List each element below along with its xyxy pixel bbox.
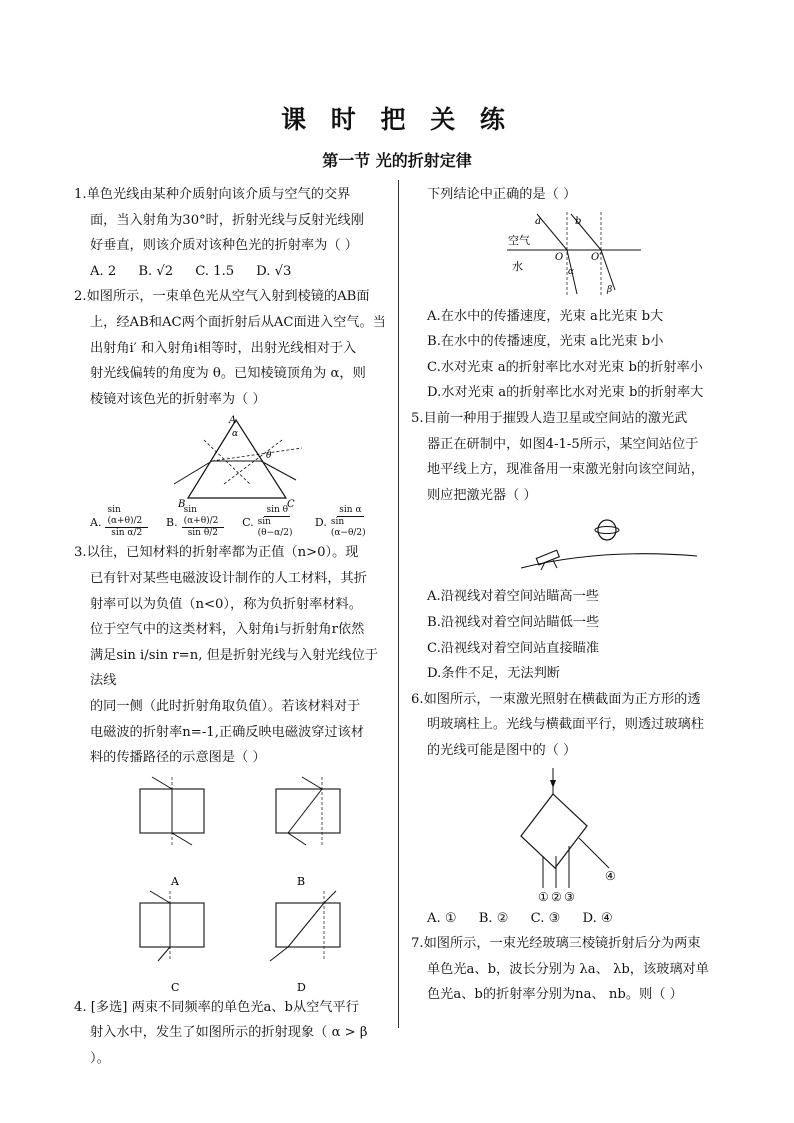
column-divider: [398, 180, 399, 1028]
glass-cube-figure: [411, 764, 727, 906]
question-line: 电磁波的折射率n=-1,正确反映电磁波穿过该材: [90, 724, 364, 740]
question-line: 7.如图所示，一束光经玻璃三棱镜折射后分为两束: [411, 936, 701, 952]
option-a[interactable]: A. sin (α+θ)/2 sin α/2: [90, 505, 148, 539]
question-line: 射入水中，发生了如图所示的折射现象（ α > β ）。: [90, 1025, 368, 1066]
option-c[interactable]: C. sin θ sin (θ−α/2): [242, 505, 293, 539]
line-4-label: ④: [605, 868, 616, 883]
vertex-b-label: B: [178, 499, 186, 511]
option-a[interactable]: A. 2: [90, 263, 117, 279]
vertex-c-label: C: [287, 499, 295, 511]
question-2: [74, 284, 388, 540]
question-line: 的光线可能是图中的（ ）: [427, 742, 577, 758]
section-subtitle: 第一节 光的折射定律: [322, 151, 472, 170]
question-line: 2.如图所示，一束单色光从空气入射到棱镜的AB面: [74, 289, 370, 305]
question-line: 料的传播路径的示意图是（ ）: [90, 750, 266, 766]
option-a[interactable]: A. ①: [427, 910, 457, 926]
line-1-label: ①: [538, 889, 549, 904]
question-line: 6.如图所示，一束激光照射在横截面为正方形的透: [411, 691, 701, 707]
air-label: 空气: [508, 233, 530, 247]
option-b[interactable]: B.沿视线对着空间站瞄低一些: [427, 614, 600, 630]
laser-station-figure: [411, 508, 727, 584]
question-line: 位于空气中的这类材料，入射角i与折射角r依然: [90, 622, 365, 638]
water-label: 水: [512, 259, 523, 273]
option-b[interactable]: B.在水中的传播速度，光束 a比光束 b小: [427, 334, 664, 350]
question-line: 器正在研制中，如图4-1-5所示，某空间站位于: [427, 436, 699, 452]
question-7: [411, 931, 727, 1008]
page-title: 课 时 把 关 练: [281, 105, 513, 134]
question-1: [74, 182, 388, 284]
option-d[interactable]: D. √3: [256, 263, 292, 279]
option-d-label: D: [297, 980, 306, 994]
option-a-label: A: [171, 874, 179, 888]
option-d[interactable]: D.水对光束 a的折射率比水对光束 b的折射率大: [427, 385, 704, 401]
option-c[interactable]: C.水对光束 a的折射率比水对光束 b的折射率小: [427, 359, 703, 375]
question-line: 射率可以为负值（n<0），称为负折射率材料。: [90, 596, 362, 612]
question-line: 4. [多选] 两束不同频率的单色光a、b从空气平行: [74, 999, 359, 1015]
question-line: 色光a、b的折射率分别为na、 nb。则（ ）: [427, 987, 683, 1003]
option-c[interactable]: C. ③: [530, 910, 561, 926]
point-o-prime-label: O′: [591, 251, 602, 263]
question-line: 明玻璃柱上。光线与横截面平行，则透过玻璃柱: [427, 717, 704, 733]
option-a[interactable]: A.在水中的传播速度，光束 a比光束 b大: [427, 308, 664, 324]
option-b[interactable]: B. √2: [138, 263, 174, 279]
alpha-label: α: [568, 266, 575, 277]
question-line: 下列结论中正确的是（ ）: [427, 187, 577, 202]
question-line: 3.以往，已知材料的折射率都为正值（n>0）。现: [74, 545, 359, 561]
refraction-figure: [411, 208, 727, 304]
option-b[interactable]: B. sin (α+θ)/2 sin θ/2: [166, 505, 224, 539]
space-station-icon: [598, 520, 616, 540]
question-line: 好垂直，则该介质对该种色光的折射率为（ ）: [90, 238, 358, 254]
options: [411, 906, 727, 932]
question-6: [411, 687, 727, 931]
option-a[interactable]: A.沿视线对着空间站瞄高一些: [427, 589, 599, 605]
options: [74, 259, 388, 285]
question-line: 则应把激光器（ ）: [427, 487, 537, 503]
question-line: 棱镜对该色光的折射率为（ ）: [90, 391, 266, 407]
option-b[interactable]: B. ②: [478, 910, 509, 926]
option-d[interactable]: D. sin α sin (α−θ/2): [314, 505, 366, 539]
line-2-label: ②: [551, 889, 562, 904]
line-3-label: ③: [564, 889, 575, 904]
question-line: 单色光a、b，波长分别为 λa、 λb，该玻璃对单: [427, 961, 709, 977]
slab-figures: [74, 771, 388, 995]
question-3: [74, 540, 388, 994]
question-line: 面，当入射角为30°时，折射光线与反射光线刚: [90, 212, 364, 228]
question-line: 上，经AB和AC两个面折射后从AC面进入空气。当: [90, 314, 386, 330]
left-column: [74, 182, 388, 1071]
ray-b-label: b: [575, 215, 582, 227]
right-column: [411, 182, 727, 1008]
options: [74, 504, 388, 540]
question-line: 射光线偏转的角度为 θ。已知棱镜顶角为 α，则: [90, 366, 366, 382]
alpha-label: α: [232, 429, 239, 440]
prism-figure: [74, 412, 388, 511]
theta-label: θ: [266, 451, 272, 462]
option-b-label: B: [297, 874, 306, 888]
question-line: 地平线上方，现准备用一束激光射向该空间站，: [427, 462, 704, 478]
question-5: [411, 406, 727, 687]
question-line: 5.目前一种用于摧毁人造卫星或空间站的激光武: [411, 410, 688, 426]
beta-label: β: [607, 284, 613, 295]
question-line: 已有针对某些电磁波设计制作的人工材料，其折: [90, 570, 367, 586]
question-4-continued: [411, 182, 727, 406]
option-d[interactable]: D.条件不足，无法判断: [427, 666, 560, 682]
question-line: 的同一侧（此时折射角取负值）。若该材料对于: [90, 698, 361, 714]
option-c[interactable]: C. 1.5: [195, 263, 235, 279]
ray-a-label: a: [535, 215, 541, 227]
question-line: 出射角i′ 和入射角i相等时，出射光线相对于入: [90, 340, 357, 356]
question-line: 满足sin i/sin r=n, 但是折射光线与入射光线位于法线: [90, 647, 379, 689]
option-d[interactable]: D. ④: [582, 910, 613, 926]
question-line: 1.单色光线由某种介质射向该介质与空气的交界: [74, 187, 351, 202]
option-c[interactable]: C.沿视线对着空间站直接瞄准: [427, 640, 600, 656]
option-c-label: C: [171, 980, 180, 994]
vertex-a-label: A: [229, 415, 237, 427]
point-o-label: O: [555, 251, 564, 263]
question-4: [74, 995, 388, 1072]
